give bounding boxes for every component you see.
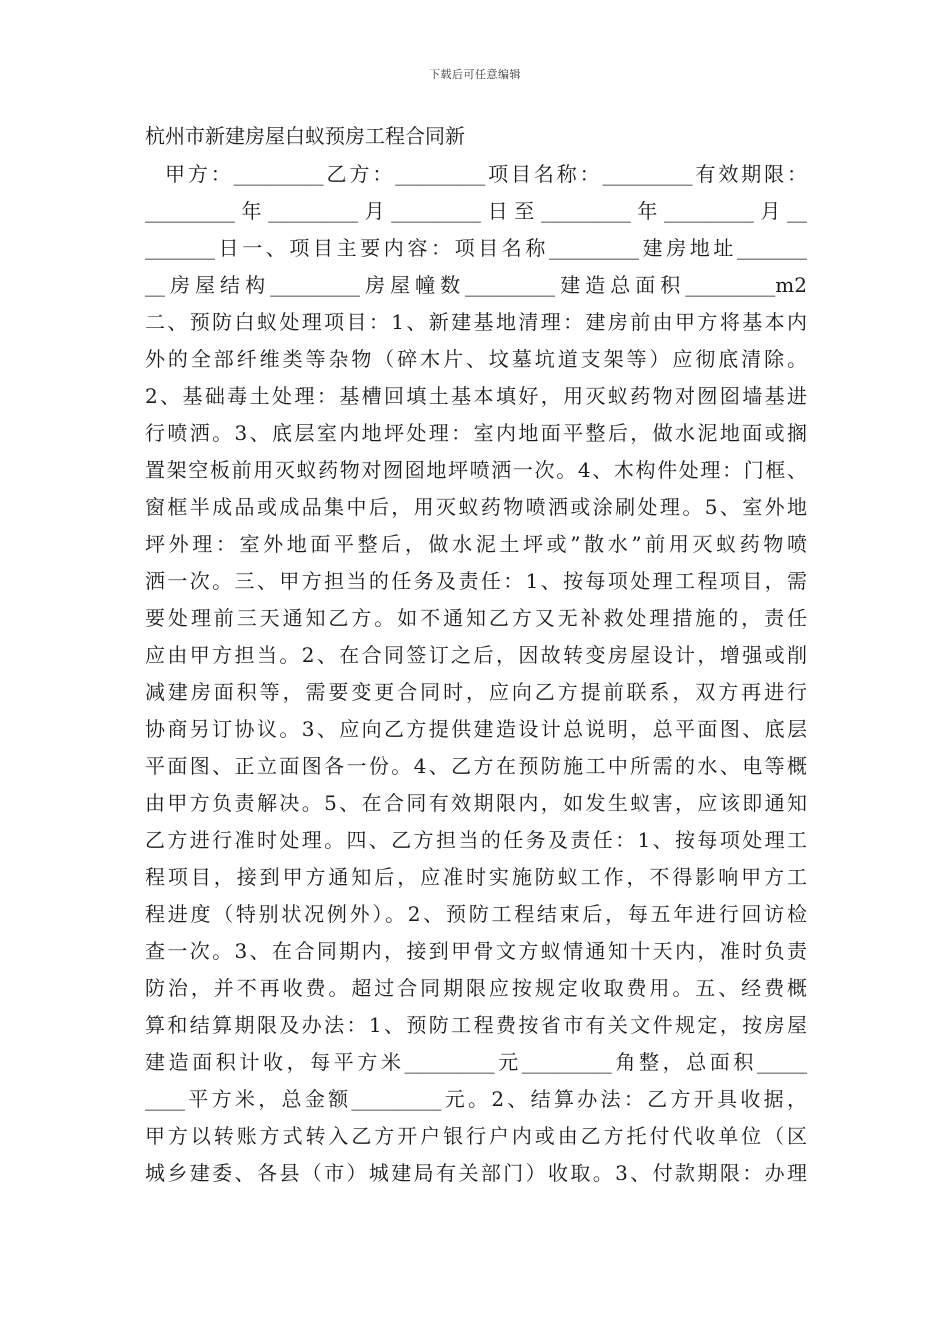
body-line: 乙方进行准时处理。四、乙方担当的任务及责任：1、按每项处理工 bbox=[145, 828, 807, 852]
document-body bbox=[145, 156, 807, 1192]
body-line: 程进度（特别状况例外）。2、预防工程结束后，每五年进行回访检 bbox=[145, 902, 807, 926]
body-line: ____平方米，总金额_________元。2、结算办法：乙方开具收据， bbox=[145, 1087, 807, 1111]
body-line: 洒一次。三、甲方担当的任务及责任：1、按每项处理工程项目，需 bbox=[145, 569, 807, 593]
body-line: 建造面积计收，每平方米_________元_________角整，总面积_____ bbox=[145, 1050, 807, 1074]
body-line: 行喷洒。3、底层室内地坪处理：室内地面平整后，做水泥地面或搁 bbox=[145, 421, 807, 445]
document-title: 杭州市新建房屋白蚁预房工程合同新 bbox=[145, 124, 465, 148]
body-line: _________年_________月_________日至_________年_________月__ bbox=[145, 199, 807, 223]
body-line: 查一次。3、在合同期内，接到甲骨文方蚁情通知十天内，准时负责 bbox=[145, 939, 807, 963]
body-line: 窗框半成品或成品集中后，用灭蚁药物喷洒或涂刷处理。5、室外地 bbox=[145, 495, 807, 519]
body-line: 要处理前三天通知乙方。如不通知乙方又无补救处理措施的，责任 bbox=[145, 606, 807, 630]
body-line: 平面图、正立面图各一份。4、乙方在预防施工中所需的水、电等概 bbox=[145, 754, 807, 778]
body-line: 城乡建委、各县（市）城建局有关部门）收取。3、付款期限：办理 bbox=[145, 1161, 807, 1185]
body-line: 外的全部纤维类等杂物（碎木片、坟墓坑道支架等）应彻底清除。 bbox=[145, 347, 807, 371]
body-line: 坪外理：室外地面平整后，做水泥土坪或”散水”前用灭蚁药物喷 bbox=[145, 532, 807, 556]
header-note: 下载后可任意编辑 bbox=[429, 68, 521, 81]
body-line: 减建房面积等，需要变更合同时，应向乙方提前联系，双方再进行 bbox=[145, 680, 807, 704]
body-line: 程项目，接到甲方通知后，应准时实施防蚁工作，不得影响甲方工 bbox=[145, 865, 807, 889]
body-line: 应由甲方担当。2、在合同签订之后，因故转变房屋设计，增强或削 bbox=[145, 643, 807, 667]
body-line: 协商另订协议。3、应向乙方提供建造设计总说明，总平面图、底层 bbox=[145, 717, 807, 741]
body-line: 算和结算期限及办法：1、预防工程费按省市有关文件规定，按房屋 bbox=[145, 1013, 807, 1037]
body-line: 2、基础毒土处理：基槽回填土基本填好，用灭蚁药物对囫囵墙基进 bbox=[145, 384, 807, 408]
body-line: __房屋结构_________房屋幢数_________建造总面积_________m2 bbox=[145, 273, 807, 297]
body-line: 甲方以转账方式转入乙方开户银行户内或由乙方托付代收单位（区 bbox=[145, 1124, 807, 1148]
body-line: 防治，并不再收费。超过合同期限应按规定收取费用。五、经费概 bbox=[145, 976, 807, 1000]
body-line: _______日一、项目主要内容：项目名称_________建房地址_______ bbox=[145, 236, 807, 260]
body-line: 二、预防白蚁处理项目：1、新建基地清理：建房前由甲方将基本内 bbox=[145, 310, 807, 334]
body-line: 由甲方负责解决。5、在合同有效期限内，如发生蚁害，应该即通知 bbox=[145, 791, 807, 815]
body-line: 置架空板前用灭蚁药物对囫囵地坪喷洒一次。4、木构件处理：门框、 bbox=[145, 458, 807, 482]
body-line: 甲方：_________乙方：_________项目名称：_________有效期限： bbox=[165, 162, 807, 186]
